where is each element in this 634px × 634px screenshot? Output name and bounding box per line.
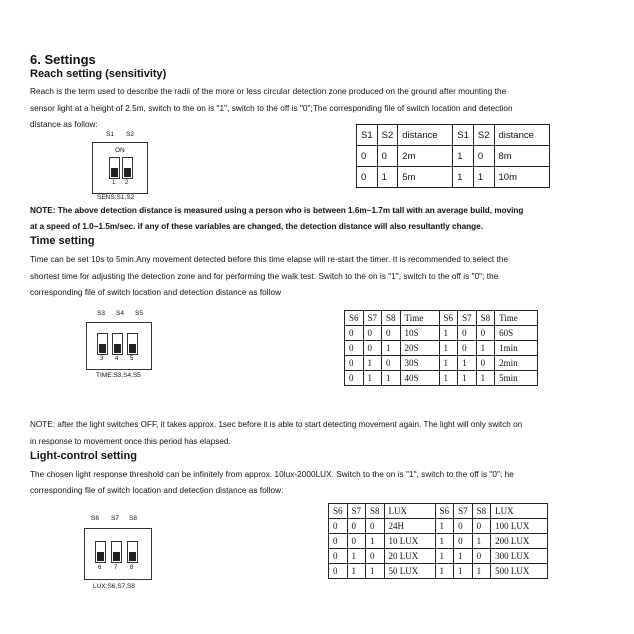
table-cell: 5min	[495, 371, 538, 386]
table-cell: S2	[377, 125, 398, 146]
table-cell: S6	[439, 311, 458, 326]
table-cell: 1	[454, 564, 473, 579]
table-cell: 0	[366, 519, 385, 534]
table-cell: 1	[347, 564, 366, 579]
table-row	[329, 549, 548, 564]
dip-switch-s4	[112, 333, 123, 355]
section-heading: 6. Settings	[30, 52, 96, 67]
table-cell: 0	[363, 326, 382, 341]
time-line-2: shortest time for adjusting the detection zone and for performing the walk test. Switch to the on is "1", switch to the off is "0"; the	[30, 272, 499, 281]
dip-label-s2: S2	[126, 131, 134, 138]
table-cell: 0	[329, 564, 348, 579]
dip-switch-body	[84, 528, 152, 580]
table-cell: S8	[382, 311, 401, 326]
dip-label-s3: S3	[97, 310, 105, 317]
table-header-row	[345, 311, 538, 326]
table-header-row	[329, 504, 548, 519]
table-row	[329, 564, 548, 579]
table-cell: 0	[347, 534, 366, 549]
table-cell: 24H	[384, 519, 435, 534]
table-cell: 10S	[400, 326, 439, 341]
table-cell: 0	[454, 534, 473, 549]
table-cell: S2	[473, 125, 494, 146]
table-cell: 1	[454, 549, 473, 564]
table-cell: 0	[458, 341, 477, 356]
table-cell: distance	[494, 125, 549, 146]
table-cell: 2m	[398, 146, 453, 167]
table-cell: S8	[476, 311, 495, 326]
table-row	[345, 356, 538, 371]
table-cell: 0	[473, 146, 494, 167]
table-cell: 1	[472, 534, 491, 549]
table-row	[345, 371, 538, 386]
reach-title: Reach setting (sensitivity)	[30, 68, 167, 80]
table-cell: 40S	[400, 371, 439, 386]
table-header-row	[357, 125, 550, 146]
table-cell: 20S	[400, 341, 439, 356]
dip-num-6: 6	[98, 565, 102, 571]
time-table	[344, 310, 538, 386]
reach-note-1: NOTE: The above detection distance is measured using a person who is between 1.6m~1.7m tall with an average build, moving	[30, 206, 524, 215]
table-cell: 100 LUX	[491, 519, 548, 534]
table-row	[329, 519, 548, 534]
dip-caption: LUX:S6,S7,S8	[93, 583, 135, 590]
table-cell: 1	[435, 519, 454, 534]
table-cell: 10 LUX	[384, 534, 435, 549]
table-cell: S1	[357, 125, 378, 146]
table-cell: 0	[472, 549, 491, 564]
table-cell: 1	[377, 167, 398, 188]
light-title: Light-control setting	[30, 450, 137, 462]
dip-switch-s7	[111, 541, 122, 563]
dip-num-4: 4	[115, 356, 119, 362]
table-cell: S8	[472, 504, 491, 519]
table-cell: 0	[345, 356, 364, 371]
table-cell: Time	[400, 311, 439, 326]
table-cell: S7	[347, 504, 366, 519]
table-cell: 300 LUX	[491, 549, 548, 564]
reach-line-2: sensor light at a height of 2.5m, switch to the on is "1", switch to the off is "0";The corresponding file of switch location and detection	[30, 104, 513, 113]
table-cell: 200 LUX	[491, 534, 548, 549]
table-cell: 1	[453, 146, 474, 167]
table-cell: 60S	[495, 326, 538, 341]
table-cell: 1min	[495, 341, 538, 356]
dip-num-1: 1	[112, 180, 116, 186]
table-row	[357, 167, 550, 188]
table-cell: 1	[458, 371, 477, 386]
table-row	[345, 326, 538, 341]
dip-switch-body	[92, 142, 148, 194]
table-cell: 1	[382, 371, 401, 386]
table-row	[357, 146, 550, 167]
table-cell: 1	[363, 371, 382, 386]
table-cell: 0	[357, 146, 378, 167]
reach-table	[356, 124, 550, 188]
dip-num-2: 2	[125, 180, 129, 186]
dip-switch-body	[86, 322, 152, 370]
table-cell: 0	[382, 356, 401, 371]
table-cell: 0	[476, 326, 495, 341]
table-cell: S7	[454, 504, 473, 519]
table-cell: 1	[347, 549, 366, 564]
table-cell: 0	[345, 371, 364, 386]
table-cell: 1	[363, 356, 382, 371]
dip-switch-s8	[127, 541, 138, 563]
dip-label-s7: S7	[111, 515, 119, 522]
table-cell: S6	[345, 311, 364, 326]
dip-label-s6: S6	[91, 515, 99, 522]
dip-on-label: ON	[115, 147, 125, 154]
table-cell: 1	[458, 356, 477, 371]
light-line-2: corresponding file of switch location and detection distance as follow:	[30, 486, 284, 495]
dip-switch-s6	[95, 541, 106, 563]
table-cell: 0	[454, 519, 473, 534]
table-cell: LUX	[384, 504, 435, 519]
light-line-1: The chosen light response threshold can be infinitely from approx. 10lux-2000LUX. Switch to the on is "1", switch to the off is "0"; he	[30, 470, 514, 479]
table-cell: 0	[458, 326, 477, 341]
table-cell: 0	[345, 341, 364, 356]
time-note-1: NOTE: after the light switches OFF, it takes approx. 1sec before it is able to start detecting movement again. The light will only switch on	[30, 420, 523, 429]
table-cell: 500 LUX	[491, 564, 548, 579]
table-cell: S7	[363, 311, 382, 326]
dip-num-8: 8	[130, 565, 134, 571]
dip-switch-s2	[122, 157, 133, 179]
table-cell: 0	[329, 519, 348, 534]
table-cell: 0	[377, 146, 398, 167]
table-cell: Time	[495, 311, 538, 326]
table-cell: 50 LUX	[384, 564, 435, 579]
time-line-1: Time can be set 10s to 5min.Any movement detected before this time elapse will re-start the timer. It is recommended to select the	[30, 255, 509, 264]
table-cell: 1	[366, 534, 385, 549]
table-cell: 1	[472, 564, 491, 579]
table-cell: 0	[366, 549, 385, 564]
table-cell: 0	[329, 534, 348, 549]
table-cell: 1	[435, 534, 454, 549]
table-cell: 8m	[494, 146, 549, 167]
table-cell: 1	[439, 341, 458, 356]
table-cell: 0	[363, 341, 382, 356]
table-cell: 10m	[494, 167, 549, 188]
table-cell: 1	[435, 564, 454, 579]
table-cell: 0	[357, 167, 378, 188]
table-cell: 1	[439, 371, 458, 386]
dip-label-s4: S4	[116, 310, 124, 317]
time-line-3: corresponding file of switch location and detection distance as follow	[30, 288, 282, 297]
time-note-2: in response to movement once this period has elapsed.	[30, 437, 231, 446]
table-cell: distance	[398, 125, 453, 146]
table-cell: S6	[435, 504, 454, 519]
table-cell: 0	[382, 326, 401, 341]
dip-caption: TIME:S3,S4,S5	[96, 372, 141, 379]
table-cell: 0	[347, 519, 366, 534]
table-cell: 20 LUX	[384, 549, 435, 564]
table-cell: S7	[458, 311, 477, 326]
dip-switch-s5	[127, 333, 138, 355]
table-cell: 1	[382, 341, 401, 356]
table-cell: 0	[329, 549, 348, 564]
table-cell: 1	[439, 356, 458, 371]
dip-label-s1: S1	[106, 131, 114, 138]
dip-label-s8: S8	[129, 515, 137, 522]
table-cell: 1	[476, 371, 495, 386]
table-cell: 5m	[398, 167, 453, 188]
table-cell: 0	[476, 356, 495, 371]
time-title: Time setting	[30, 235, 95, 247]
table-row	[345, 341, 538, 356]
table-cell: 0	[472, 519, 491, 534]
reach-line-1: Reach is the term used to describe the radii of the more or less circular detection zone produced on the ground after mounting the	[30, 87, 507, 96]
dip-label-s5: S5	[135, 310, 143, 317]
table-cell: S1	[453, 125, 474, 146]
dip-num-5: 5	[130, 356, 134, 362]
table-cell: 1	[366, 564, 385, 579]
table-cell: 1	[453, 167, 474, 188]
table-row	[329, 534, 548, 549]
table-cell: 30S	[400, 356, 439, 371]
reach-line-3: distance as follow:	[30, 120, 98, 129]
table-cell: 1	[439, 326, 458, 341]
table-cell: S6	[329, 504, 348, 519]
table-cell: 1	[435, 549, 454, 564]
table-cell: S8	[366, 504, 385, 519]
dip-switch-s1	[109, 157, 120, 179]
lux-table	[328, 503, 548, 579]
dip-switch-s3	[97, 333, 108, 355]
table-cell: 2min	[495, 356, 538, 371]
dip-caption: SENS:S1,S2	[97, 194, 135, 201]
reach-note-2: at a speed of 1.0~1.5m/sec. if any of these variables are changed, the detection distance will also resultantly change.	[30, 222, 483, 231]
table-cell: 0	[345, 326, 364, 341]
table-cell: LUX	[491, 504, 548, 519]
table-cell: 1	[473, 167, 494, 188]
dip-num-3: 3	[100, 356, 104, 362]
dip-num-7: 7	[114, 565, 118, 571]
table-cell: 1	[476, 341, 495, 356]
